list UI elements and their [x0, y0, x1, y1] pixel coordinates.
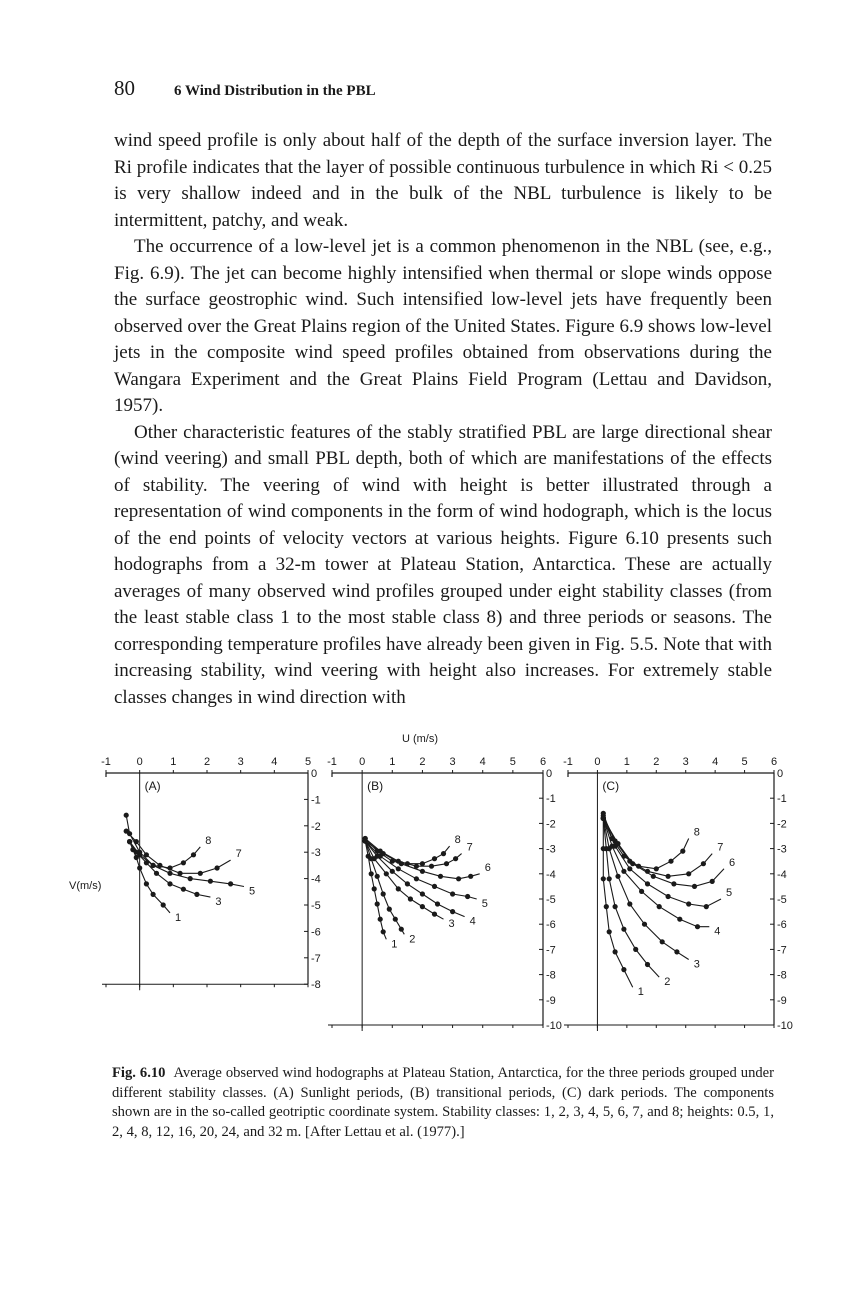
- hodograph-point: [384, 871, 389, 876]
- series-label: 5: [726, 887, 733, 899]
- u-axis-label: U (m/s): [401, 733, 439, 745]
- x-tick-label: 4: [271, 756, 278, 768]
- hodograph-point: [405, 861, 410, 866]
- hodograph-point: [450, 909, 455, 914]
- paragraph: The occurrence of a low-level jet is a common phenomenon in the NBL (see, e.g., Fig. 6.9). The jet can become highly intensified when thermal or slope winds oppose the surface geostrophic wind. Such intensified low-level jets have frequently been observed over the Great Plains region of the United States. Figure 6.9 shows low-level jets in the composite wind speed profiles obtained from observations during the Wangara Experiment and the Great Plains Field Program (Lettau and Davidson, 1957).: [114, 236, 772, 416]
- hodograph-point: [654, 866, 659, 871]
- hodograph-point: [692, 884, 697, 889]
- hodograph-point: [181, 860, 186, 865]
- series-label: 3: [215, 896, 222, 909]
- series-label: 2: [409, 933, 416, 946]
- y-tick-label: -1: [546, 793, 556, 806]
- hodograph-point: [396, 886, 401, 891]
- y-tick-label: -5: [546, 894, 556, 906]
- y-tick-label: -8: [311, 979, 321, 992]
- hodograph-point: [621, 927, 626, 932]
- hodograph-point: [621, 967, 626, 972]
- hodograph-point: [435, 901, 440, 906]
- hodograph-point: [610, 836, 615, 841]
- series-label: 6: [484, 861, 491, 874]
- x-tick-label: -1: [101, 756, 111, 768]
- y-tick-label: -1: [311, 794, 321, 807]
- hodograph-point: [375, 849, 380, 854]
- hodograph-point: [607, 876, 612, 881]
- hodograph-point: [420, 904, 425, 909]
- series-label: 8: [693, 826, 700, 839]
- y-tick-label: -7: [311, 952, 321, 965]
- page-number: 80: [114, 76, 135, 100]
- hodograph-figure: [69, 728, 793, 1058]
- hodograph-point: [645, 962, 650, 967]
- hodograph-point: [127, 831, 132, 836]
- hodograph-point: [381, 891, 386, 896]
- hodograph-point: [429, 864, 434, 869]
- y-tick-label: -10: [546, 1020, 562, 1032]
- series-label: 1: [391, 938, 398, 951]
- hodograph-point: [151, 863, 156, 868]
- hodograph-point: [686, 901, 691, 906]
- series-label: 3: [693, 958, 700, 971]
- y-tick-label: -4: [311, 873, 321, 886]
- x-tick-label: 6: [539, 756, 547, 768]
- y-tick-label: -8: [546, 969, 556, 982]
- hodograph-point: [668, 859, 673, 864]
- x-tick-label: 5: [741, 756, 748, 768]
- y-tick-label: -6: [311, 926, 321, 939]
- hodograph-point: [441, 851, 446, 856]
- x-tick-label: 2: [419, 756, 426, 768]
- x-tick-label: 3: [237, 756, 244, 768]
- hodograph-point: [710, 879, 715, 884]
- y-tick-label: -9: [546, 994, 556, 1007]
- y-tick-label: -2: [311, 820, 321, 833]
- y-tick-label: -8: [777, 969, 787, 982]
- y-tick-label: 0: [777, 768, 784, 780]
- hodograph-point: [456, 876, 461, 881]
- hodograph-point: [191, 852, 196, 857]
- hodograph-point: [167, 871, 172, 876]
- hodograph-point: [636, 864, 641, 869]
- y-tick-label: -1: [777, 793, 787, 806]
- hodograph-point: [208, 879, 213, 884]
- figure-caption: [112, 1064, 774, 1142]
- hodograph-point: [468, 874, 473, 879]
- y-tick-label: 0: [546, 768, 553, 780]
- hodograph-point: [674, 949, 679, 954]
- caption-label: Fig. 6.10: [112, 1065, 166, 1081]
- x-tick-label: 0: [594, 756, 601, 768]
- hodograph-point: [375, 874, 380, 879]
- hodograph-point: [408, 896, 413, 901]
- series-label: 5: [249, 885, 256, 898]
- hodograph-point: [645, 881, 650, 886]
- hodograph-point: [453, 856, 458, 861]
- y-tick-label: -10: [777, 1020, 793, 1032]
- x-tick-label: 5: [304, 756, 312, 768]
- hodograph-point: [651, 874, 656, 879]
- y-tick-label: -5: [777, 894, 787, 906]
- series-label: 7: [235, 848, 242, 861]
- series-label: 4: [469, 915, 476, 928]
- x-tick-label: 2: [653, 756, 660, 768]
- hodograph-point: [601, 876, 606, 881]
- paragraph: wind speed profile is only about half of the depth of the surface inversion layer. The Ri profile indicates that the layer of possible continuous turbulence in which Ri < 0.25 is very shallow indeed and in the bulk of the NBL turbulence is likely to be intermittent, patchy, and weak.: [114, 130, 772, 231]
- hodograph-point: [432, 884, 437, 889]
- x-tick-label: 1: [389, 756, 396, 768]
- hodograph-point: [704, 904, 709, 909]
- y-tick-label: 0: [311, 768, 318, 780]
- figure-6-10: [69, 728, 793, 1058]
- hodograph-point: [639, 889, 644, 894]
- hodograph-point: [420, 861, 425, 866]
- hodograph-point: [613, 904, 618, 909]
- body-text: [114, 128, 772, 711]
- x-tick-label: -1: [327, 756, 337, 768]
- hodograph-point: [450, 891, 455, 896]
- hodograph-point: [387, 907, 392, 912]
- caption-text: Average observed wind hodographs at Plateau Station, Antarctica, for the three periods grouped under different stability classes. (A) Sunlight periods, (B) transitional periods, (C) dark periods. The components shown are in the so-called geotriptic coordinate system. Stability classes: 1, 2, 3, 4, 5, 6, 7, and 8; heights: 0.5, 1, 2, 4, 8, 12, 16, 20, 24, and 32 m. [After Lettau et al. (1977).]: [112, 1065, 774, 1140]
- hodograph-point: [390, 869, 395, 874]
- y-tick-label: -9: [777, 994, 787, 1007]
- series-label: 2: [664, 976, 671, 989]
- hodograph-point: [124, 813, 129, 818]
- panel-label: (C): [602, 779, 620, 793]
- hodograph-point: [645, 869, 650, 874]
- x-tick-label: 2: [203, 756, 211, 768]
- hodograph-point: [198, 871, 203, 876]
- hodograph-point: [666, 894, 671, 899]
- hodograph-point: [621, 854, 626, 859]
- hodograph-point: [660, 939, 665, 944]
- hodograph-point: [465, 894, 470, 899]
- hodograph-point: [642, 922, 647, 927]
- hodograph-point: [154, 871, 159, 876]
- series-label: 4: [714, 925, 721, 938]
- hodograph-point: [677, 917, 682, 922]
- hodograph-point: [604, 904, 609, 909]
- paragraph: Other characteristic features of the stably stratified PBL are large directional shear (wind veering) and small PBL depth, both of which are manifestations of the effects of stability. The veering of wind with height is better illustrated through a representation of wind components in the form of wind hodograph, which is the locus of the end points of velocity vectors at various heights. Figure 6.10 presents such hodographs from a 32-m tower at Plateau Station, Antarctica. These are actually averages of many observed wind profiles grouped under eight stability classes (from the least stable class 1 to the most stable class 8) and three periods or seasons. The corresponding temperature profiles have already been given in Fig. 5.5. Note that with increasing stability, wind veering with height also increases. For extremely stable classes changes in wind direction with: [114, 421, 772, 708]
- x-tick-label: 0: [136, 756, 143, 768]
- x-tick-label: 4: [712, 756, 719, 768]
- hodograph-point: [167, 865, 172, 870]
- hodograph-point: [420, 891, 425, 896]
- hodograph-point: [167, 881, 172, 886]
- y-tick-label: -6: [546, 919, 556, 932]
- x-tick-label: 3: [449, 756, 456, 768]
- y-tick-label: -5: [311, 900, 321, 912]
- series-label: 5: [481, 898, 488, 910]
- hodograph-point: [686, 871, 691, 876]
- hodograph-point: [378, 917, 383, 922]
- hodograph-point: [161, 902, 166, 907]
- series-label: 8: [454, 834, 461, 847]
- y-tick-label: -3: [311, 847, 321, 860]
- x-tick-label: -1: [563, 756, 573, 768]
- running-head: 6 Wind Distribution in the PBL: [174, 83, 376, 99]
- y-tick-label: -4: [777, 868, 787, 881]
- hodograph-point: [633, 947, 638, 952]
- hodograph-point: [390, 859, 395, 864]
- hodograph-point: [438, 874, 443, 879]
- series-label: 7: [466, 841, 473, 854]
- x-tick-label: 5: [509, 756, 516, 768]
- page-header: [114, 76, 376, 101]
- y-tick-label: -7: [546, 944, 556, 957]
- hodograph-point: [372, 886, 377, 891]
- hodograph-point: [137, 865, 142, 870]
- hodograph-point: [657, 904, 662, 909]
- hodograph-point: [194, 892, 199, 897]
- series-label: 8: [205, 834, 212, 847]
- hodograph-point: [127, 839, 132, 844]
- hodograph-point: [695, 924, 700, 929]
- series-label: 1: [175, 911, 182, 924]
- x-tick-label: 4: [479, 756, 486, 768]
- y-tick-label: -4: [546, 868, 556, 881]
- hodograph-point: [414, 864, 419, 869]
- hodograph-point: [363, 836, 368, 841]
- hodograph-point: [601, 811, 606, 816]
- y-tick-label: -7: [777, 944, 787, 957]
- hodograph-point: [405, 881, 410, 886]
- hodograph-point: [414, 876, 419, 881]
- hodograph-point: [666, 874, 671, 879]
- v-axis-label: V(m/s): [69, 880, 102, 892]
- hodograph-point: [627, 901, 632, 906]
- hodograph-point: [615, 874, 620, 879]
- y-tick-label: -2: [546, 818, 556, 831]
- series-label: 7: [717, 841, 724, 854]
- hodograph-point: [444, 861, 449, 866]
- hodograph-point: [369, 871, 374, 876]
- y-tick-label: -3: [777, 843, 787, 856]
- hodograph-point: [399, 927, 404, 932]
- hodograph-point: [701, 861, 706, 866]
- hodograph-point: [607, 929, 612, 934]
- panel-label: (A): [144, 779, 161, 793]
- y-tick-label: -3: [546, 843, 556, 856]
- hodograph-point: [671, 881, 676, 886]
- hodograph-point: [627, 866, 632, 871]
- panel-label: (B): [367, 779, 384, 793]
- x-tick-label: 1: [170, 756, 177, 768]
- hodograph-point: [151, 892, 156, 897]
- hodograph-point: [188, 876, 193, 881]
- hodograph-point: [393, 917, 398, 922]
- hodograph-point: [228, 881, 233, 886]
- hodograph-point: [381, 929, 386, 934]
- x-tick-label: 3: [682, 756, 689, 768]
- hodograph-point: [420, 869, 425, 874]
- hodograph-point: [396, 866, 401, 871]
- hodograph-point: [375, 901, 380, 906]
- hodograph-point: [432, 856, 437, 861]
- x-tick-label: 6: [770, 756, 778, 768]
- y-tick-label: -2: [777, 818, 787, 831]
- hodograph-point: [144, 881, 149, 886]
- hodograph-point: [432, 912, 437, 917]
- hodograph-line: [603, 818, 659, 977]
- series-label: 3: [448, 918, 455, 931]
- series-label: 6: [729, 856, 736, 869]
- hodograph-point: [680, 849, 685, 854]
- hodograph-point: [178, 871, 183, 876]
- hodograph-point: [181, 887, 186, 892]
- hodograph-point: [137, 850, 142, 855]
- x-tick-label: 1: [623, 756, 630, 768]
- x-tick-label: 0: [359, 756, 366, 768]
- hodograph-point: [215, 865, 220, 870]
- y-tick-label: -6: [777, 919, 787, 932]
- series-label: 1: [637, 986, 644, 999]
- hodograph-point: [613, 949, 618, 954]
- hodograph-point: [621, 869, 626, 874]
